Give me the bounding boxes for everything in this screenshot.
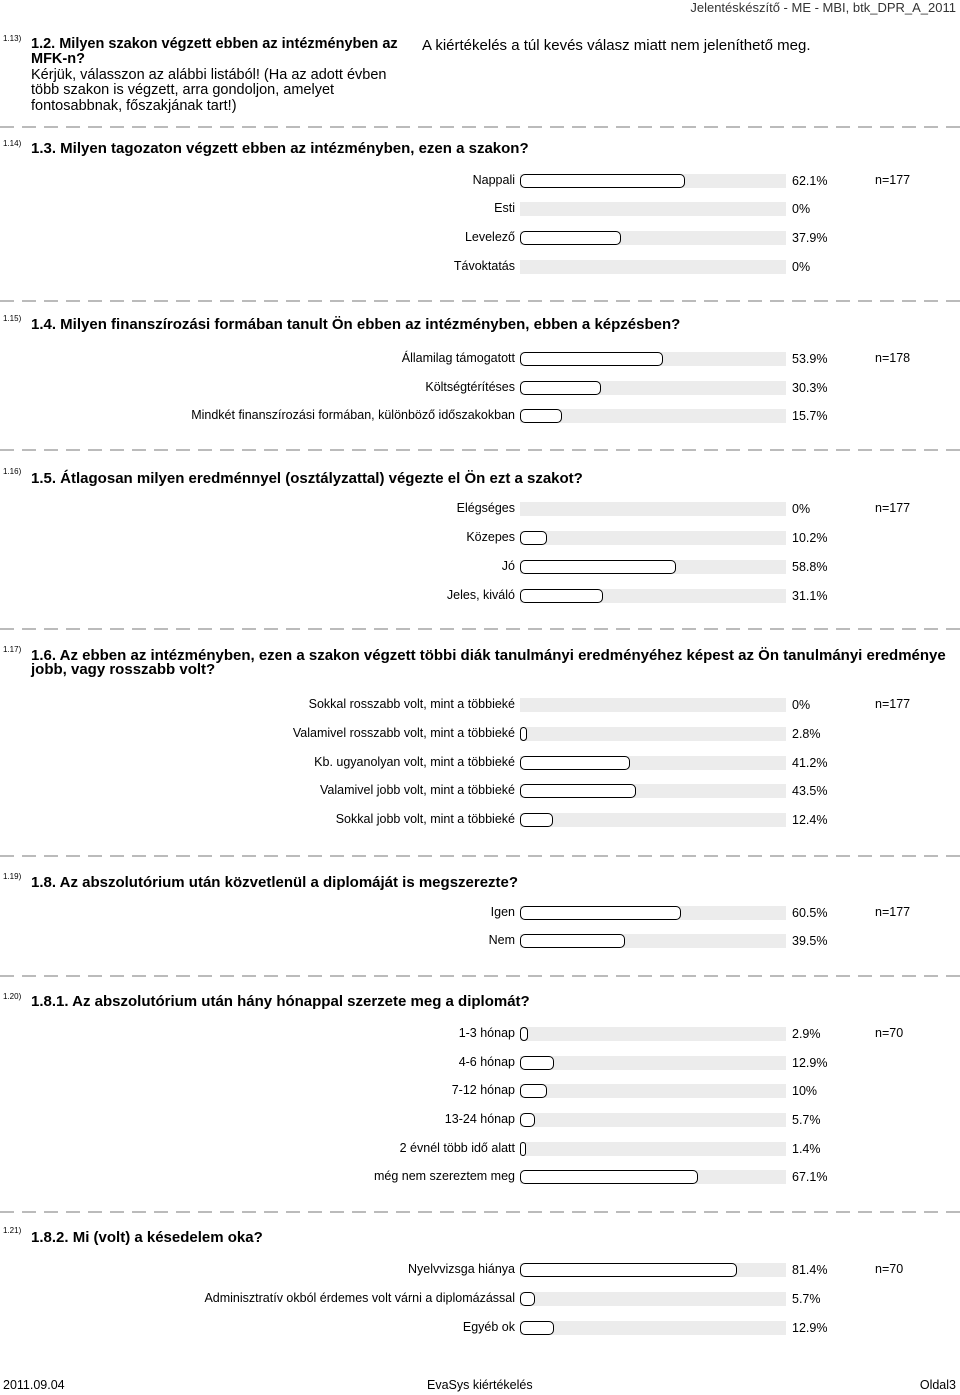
answer-label: Mindkét finanszírozási formában, különböző időszakokban bbox=[191, 408, 515, 422]
answer-label: Nem bbox=[488, 933, 515, 947]
answer-label: Egyéb ok bbox=[462, 1320, 515, 1334]
percentage-value: 10% bbox=[792, 1084, 818, 1098]
bar-track bbox=[520, 202, 786, 216]
bar-track bbox=[520, 1056, 786, 1070]
percentage-value: 81.4% bbox=[792, 1263, 828, 1277]
section-separator bbox=[0, 300, 960, 302]
response-count: n=177 bbox=[875, 697, 911, 711]
footer-page: Oldal3 bbox=[919, 1378, 956, 1392]
footer-center: EvaSys kiértékelés bbox=[427, 1378, 533, 1392]
answer-label: Elégséges bbox=[456, 501, 515, 515]
percentage-value: 12.9% bbox=[792, 1056, 828, 1070]
response-count: n=177 bbox=[875, 173, 911, 187]
section-separator bbox=[0, 126, 960, 128]
bar-track bbox=[520, 1113, 786, 1127]
bar-track bbox=[520, 1321, 786, 1335]
question-title: 1.2. Milyen szakon végzett ebben az intézményben az MFK-n? bbox=[31, 36, 398, 68]
question-number: 1.13) bbox=[3, 34, 22, 43]
percentage-bar bbox=[520, 589, 603, 603]
bar-track bbox=[520, 698, 786, 712]
percentage-value: 0% bbox=[792, 202, 811, 216]
answer-label: Valamivel rosszabb volt, mint a többieké bbox=[292, 726, 515, 740]
response-count: n=177 bbox=[875, 501, 911, 515]
answer-label: Közepes bbox=[466, 530, 515, 544]
question-1-13 bbox=[31, 37, 416, 114]
percentage-bar bbox=[520, 1084, 547, 1098]
percentage-bar bbox=[520, 1321, 554, 1335]
percentage-value: 30.3% bbox=[792, 381, 828, 395]
percentage-value: 15.7% bbox=[792, 409, 828, 423]
percentage-bar bbox=[520, 1113, 535, 1127]
percentage-bar bbox=[520, 934, 625, 948]
question-title: 1.6. Az ebben az intézményben, ezen a szakon végzett többi diák tanulmányi eredményéhez képest az Ön tanulmányi eredménye jobb, vagy rosszabb volt? bbox=[31, 647, 946, 678]
question-number: 1.21) bbox=[3, 1226, 22, 1235]
percentage-value: 62.1% bbox=[792, 174, 828, 188]
question-title: 1.8.1. Az abszolutórium után hány hónappal szerzete meg a diplomát? bbox=[31, 993, 530, 1010]
response-count: n=177 bbox=[875, 905, 911, 919]
answer-label: Jó bbox=[501, 559, 515, 573]
question-instructions: Kérjük, válasszon az alábbi listából! (Ha az adott évben több szakon is végzett, arra gondoljon, amelyet fontosabbnak, főszakjának tart!) bbox=[31, 66, 387, 114]
answer-label: Költségtérítéses bbox=[425, 380, 515, 394]
percentage-value: 0% bbox=[792, 502, 811, 516]
percentage-bar bbox=[520, 1263, 737, 1277]
bar-track bbox=[520, 502, 786, 516]
answer-label: 4-6 hónap bbox=[458, 1055, 515, 1069]
response-count: n=70 bbox=[875, 1026, 904, 1040]
percentage-value: 53.9% bbox=[792, 352, 828, 366]
percentage-bar bbox=[520, 1292, 535, 1306]
footer-date: 2011.09.04 bbox=[3, 1378, 65, 1392]
question-title: 1.4. Milyen finanszírozási formában tanult Ön ebben az intézményben, ebben a képzésben? bbox=[31, 316, 681, 333]
answer-label: még nem szereztem meg bbox=[373, 1169, 515, 1183]
bar-track bbox=[520, 1142, 786, 1156]
percentage-bar bbox=[520, 784, 636, 798]
percentage-bar bbox=[520, 231, 621, 245]
percentage-value: 41.2% bbox=[792, 756, 828, 770]
question-title: 1.8.2. Mi (volt) a késedelem oka? bbox=[31, 1229, 263, 1246]
percentage-bar bbox=[520, 727, 527, 741]
percentage-bar bbox=[520, 1170, 698, 1184]
percentage-bar bbox=[520, 409, 562, 423]
bar-track bbox=[520, 727, 786, 741]
percentage-value: 5.7% bbox=[792, 1292, 821, 1306]
question-number: 1.19) bbox=[3, 872, 22, 881]
percentage-bar bbox=[520, 531, 547, 545]
percentage-value: 37.9% bbox=[792, 231, 828, 245]
answer-label: Államilag támogatott bbox=[401, 351, 515, 365]
percentage-value: 2.8% bbox=[792, 727, 821, 741]
percentage-bar bbox=[520, 756, 630, 770]
percentage-bar bbox=[520, 352, 663, 366]
percentage-value: 58.8% bbox=[792, 560, 828, 574]
percentage-value: 60.5% bbox=[792, 906, 828, 920]
percentage-value: 0% bbox=[792, 260, 811, 274]
section-separator bbox=[0, 1211, 960, 1213]
answer-label: Esti bbox=[494, 201, 515, 215]
question-number: 1.16) bbox=[3, 467, 22, 476]
percentage-value: 5.7% bbox=[792, 1113, 821, 1127]
percentage-value: 12.4% bbox=[792, 813, 828, 827]
question-number: 1.14) bbox=[3, 139, 22, 148]
percentage-value: 31.1% bbox=[792, 589, 828, 603]
percentage-value: 1.4% bbox=[792, 1142, 821, 1156]
question-title: 1.3. Milyen tagozaton végzett ebben az intézményben, ezen a szakon? bbox=[31, 140, 529, 157]
percentage-value: 12.9% bbox=[792, 1321, 828, 1335]
question-number: 1.20) bbox=[3, 992, 22, 1001]
answer-label: Valamivel jobb volt, mint a többieké bbox=[319, 783, 515, 797]
question-title: 1.8. Az abszolutórium után közvetlenül a diplomáját is megszerezte? bbox=[31, 874, 519, 891]
answer-label: Levelező bbox=[464, 230, 515, 244]
answer-label: 1-3 hónap bbox=[458, 1026, 515, 1040]
question-title: 1.5. Átlagosan milyen eredménnyel (osztályzattal) végezte el Ön ezt a szakot? bbox=[31, 470, 583, 487]
answer-label: 13-24 hónap bbox=[444, 1112, 515, 1126]
answer-label: Igen bbox=[490, 905, 515, 919]
answer-label: Sokkal jobb volt, mint a többieké bbox=[335, 812, 515, 826]
bar-track bbox=[520, 1292, 786, 1306]
section-separator bbox=[0, 449, 960, 451]
answer-label: Sokkal rosszabb volt, mint a többieké bbox=[308, 697, 515, 711]
section-separator bbox=[0, 628, 960, 630]
bar-track bbox=[520, 1027, 786, 1041]
percentage-bar bbox=[520, 813, 553, 827]
response-count: n=70 bbox=[875, 1262, 904, 1276]
percentage-value: 39.5% bbox=[792, 934, 828, 948]
section-separator bbox=[0, 855, 960, 857]
answer-label: Nappali bbox=[472, 173, 515, 187]
not-available-notice: A kiértékelés a túl kevés válasz miatt nem jeleníthető meg. bbox=[422, 37, 811, 54]
percentage-bar bbox=[520, 560, 676, 574]
percentage-value: 2.9% bbox=[792, 1027, 821, 1041]
percentage-bar bbox=[520, 1027, 528, 1041]
report-header: Jelentéskészítő - ME - MBI, btk_DPR_A_2011 bbox=[690, 0, 956, 15]
answer-label: Távoktatás bbox=[453, 259, 515, 273]
question-number: 1.17) bbox=[3, 645, 22, 654]
answer-label: Jeles, kiváló bbox=[446, 588, 515, 602]
bar-track bbox=[520, 531, 786, 545]
percentage-bar bbox=[520, 1056, 554, 1070]
bar-track bbox=[520, 1084, 786, 1098]
bar-track bbox=[520, 260, 786, 274]
answer-label: 7-12 hónap bbox=[451, 1083, 515, 1097]
answer-label: Adminisztratív okból érdemes volt várni a diplomázással bbox=[204, 1291, 515, 1305]
percentage-value: 0% bbox=[792, 698, 811, 712]
answer-label: 2 évnél több idő alatt bbox=[399, 1141, 515, 1155]
percentage-bar bbox=[520, 174, 685, 188]
question-number: 1.15) bbox=[3, 314, 22, 323]
percentage-bar bbox=[520, 906, 681, 920]
section-separator bbox=[0, 975, 960, 977]
percentage-bar bbox=[520, 1142, 526, 1156]
response-count: n=178 bbox=[875, 351, 911, 365]
percentage-bar bbox=[520, 381, 601, 395]
percentage-value: 43.5% bbox=[792, 784, 828, 798]
percentage-value: 10.2% bbox=[792, 531, 828, 545]
answer-label: Nyelvvizsga hiánya bbox=[408, 1262, 515, 1276]
bar-track bbox=[520, 813, 786, 827]
percentage-value: 67.1% bbox=[792, 1170, 828, 1184]
answer-label: Kb. ugyanolyan volt, mint a többieké bbox=[314, 755, 515, 769]
